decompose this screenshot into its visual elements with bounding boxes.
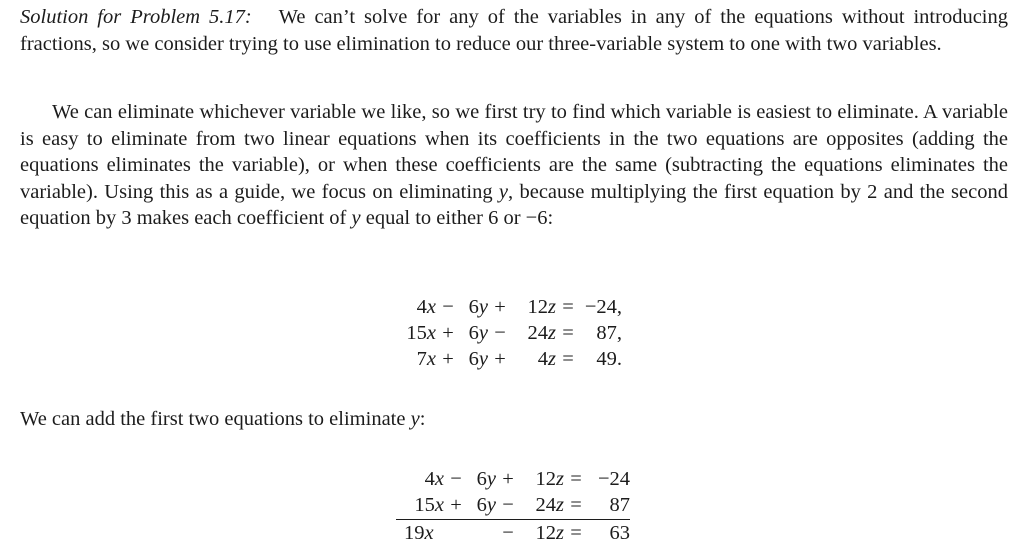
operator: − — [442, 296, 454, 318]
y-term — [468, 520, 496, 547]
variable-letter: z — [548, 348, 556, 370]
paragraph-2-text-b: , because multiplying the first equation by 2 and the second equation by 3 makes each coefficient of — [20, 180, 1008, 229]
z-term: 4z — [537, 348, 556, 370]
right-hand-side: 63 — [609, 522, 630, 544]
operator: + — [442, 348, 454, 370]
equation-row — [396, 294, 622, 320]
paragraph-3-text: We can add the first two equations to eliminate — [20, 408, 411, 430]
equation-row — [396, 346, 622, 372]
right-hand-side: 49. — [596, 348, 622, 370]
variable-y: y — [498, 180, 509, 203]
variable-letter: z — [548, 322, 556, 344]
y-term: 6y — [468, 296, 488, 318]
variable-letter: y — [478, 348, 488, 370]
equation-table — [396, 466, 630, 546]
equals-sign: = — [562, 296, 574, 318]
variable-letter: z — [556, 522, 564, 544]
equation-row — [396, 320, 622, 346]
equals-sign: = — [570, 468, 582, 490]
paragraph-2-text-a: We can eliminate whichever variable we like, so we first try to find which variable is easiest to eliminate. A variable is easy to eliminate from two linear equations when its coefficients in the two equations are opposites (adding the equations eliminates the variable), or when these coefficients are the same (subtracting the equations eliminates the variable). Using this as a guide, we focus on eliminating — [20, 101, 1008, 203]
variable-letter: z — [548, 296, 556, 318]
operator: + — [442, 322, 454, 344]
equals-sign: = — [570, 522, 582, 544]
equation-row — [396, 466, 630, 492]
equation-sum-layout — [396, 466, 630, 546]
z-term: 12z — [527, 296, 556, 318]
y-term: 6y — [468, 492, 496, 520]
variable-letter: z — [556, 494, 564, 516]
equation-system-scaled — [396, 294, 622, 372]
y-term: 6y — [476, 468, 496, 490]
solution-paragraph-1 — [20, 4, 1008, 57]
operator — [444, 520, 468, 547]
x-term: 4x — [424, 468, 444, 490]
operator: + — [502, 468, 514, 490]
operator: + — [494, 296, 506, 318]
operator: + — [444, 492, 468, 520]
paragraph-2-text-c: equal to either 6 or −6: — [360, 207, 554, 229]
variable-letter: x — [434, 494, 444, 516]
operator: − — [496, 492, 520, 520]
equals-sign: = — [562, 322, 574, 344]
operator: − — [502, 522, 514, 544]
variable-letter: y — [486, 468, 496, 490]
variable-letter: y — [478, 322, 488, 344]
z-term: 24z — [527, 322, 556, 344]
x-term: 7x — [416, 348, 436, 370]
right-hand-side: 87 — [588, 492, 630, 520]
solution-text: We can’t solve for any of the variables in any of the equations without introducing fractions, so we consider trying to use elimination to reduce our three-variable system to one with two variables. — [20, 6, 1009, 55]
x-term: 19x — [404, 522, 434, 544]
variable-y: y — [351, 207, 361, 229]
y-term: 6y — [468, 322, 488, 344]
variable-letter: x — [426, 322, 436, 344]
solution-label: Solution for Problem 5.17: — [20, 6, 252, 28]
operator: + — [494, 348, 506, 370]
z-term: 12z — [535, 522, 564, 544]
equals-sign: = — [564, 492, 588, 520]
right-hand-side: −24 — [597, 468, 630, 490]
variable-letter: y — [478, 296, 488, 318]
z-term: 12z — [535, 468, 564, 490]
x-term: 4x — [416, 296, 436, 318]
equation-table — [396, 294, 622, 372]
y-term: 6y — [468, 348, 488, 370]
variable-letter: z — [556, 468, 564, 490]
solution-paragraph-3 — [20, 406, 1008, 433]
right-hand-side: 87, — [596, 322, 622, 344]
variable-y: y — [410, 408, 420, 430]
z-term: 24z — [520, 492, 564, 520]
x-term: 15x — [396, 492, 444, 520]
equals-sign: = — [562, 348, 574, 370]
paragraph-3-colon: : — [419, 408, 426, 430]
equation-row — [396, 492, 630, 520]
right-hand-side: −24, — [584, 296, 622, 318]
variable-letter: x — [434, 468, 444, 490]
variable-letter: y — [486, 494, 496, 516]
solution-paragraph-2 — [20, 99, 1008, 232]
equation-row — [396, 520, 630, 547]
variable-letter: x — [426, 296, 436, 318]
variable-letter: x — [426, 348, 436, 370]
operator: − — [450, 468, 462, 490]
operator: − — [494, 322, 506, 344]
x-term: 15x — [406, 322, 436, 344]
variable-letter: x — [424, 522, 434, 544]
